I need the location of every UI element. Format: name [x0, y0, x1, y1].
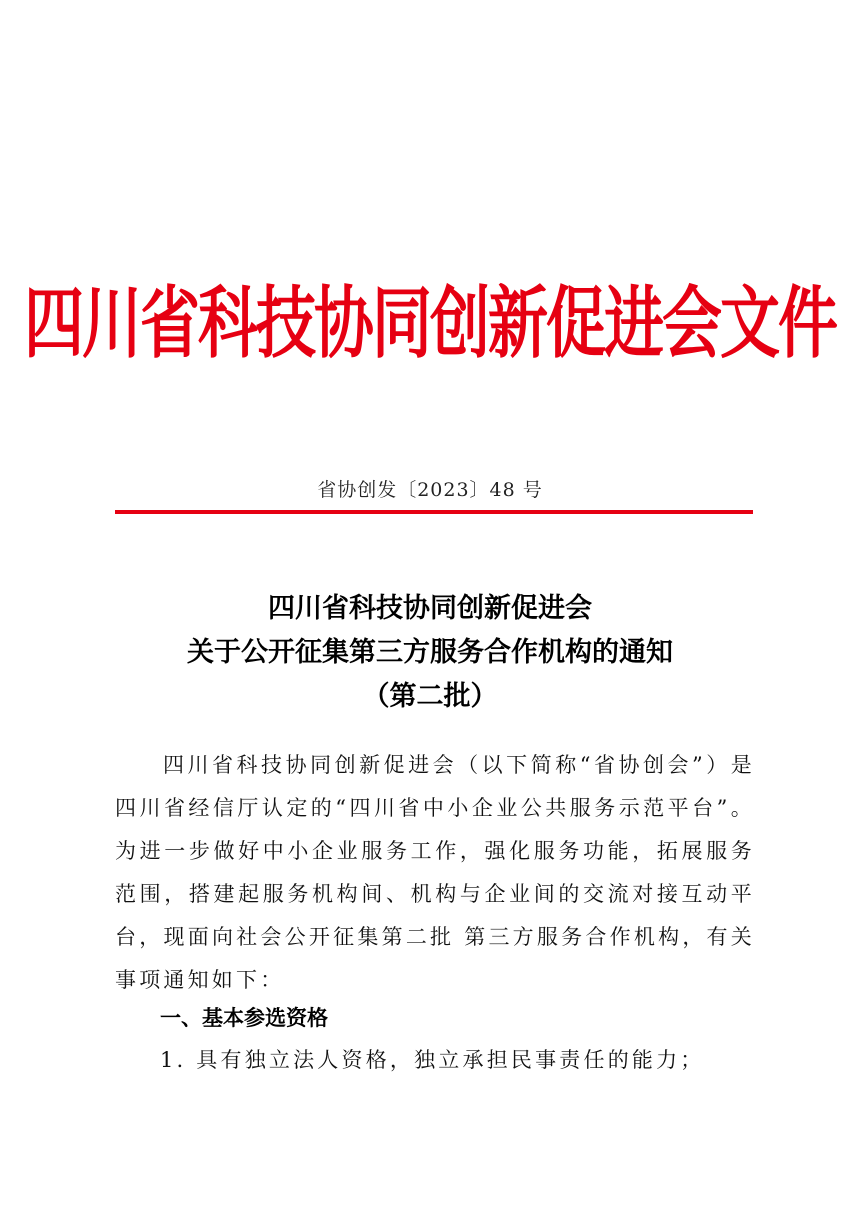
intro-paragraph: 四川省科技协同创新促进会（以下简称“省协创会”）是四川省经信厅认定的“四川省中小企业公共服务示范平台”。为进一步做好中小企业服务工作，强化服务功能，拓展服务范围，搭建起服务机构间、机构与企业间的交流对接互动平台，现面向社会公开征集第二批 第三方服务合作机构，有关事项通知如下：	[115, 753, 755, 992]
section-1-item-1: 1. 具有独立法人资格，独立承担民事责任的能力；	[160, 1048, 705, 1072]
title-line-3: （第二批）	[362, 681, 498, 712]
document-number: 省协创发〔2023〕48 号	[317, 479, 543, 501]
title-line-1: 四川省科技协同创新促进会	[268, 593, 592, 624]
notice-title	[60, 587, 800, 719]
red-divider-line	[115, 510, 753, 514]
title-line-2: 关于公开征集第三方服务合作机构的通知	[187, 637, 673, 668]
issuer-masthead: 四川省科技协同创新促进会文件	[24, 278, 836, 370]
notice-body	[115, 744, 755, 1002]
section-heading-1: 一、基本参选资格	[160, 1006, 328, 1030]
